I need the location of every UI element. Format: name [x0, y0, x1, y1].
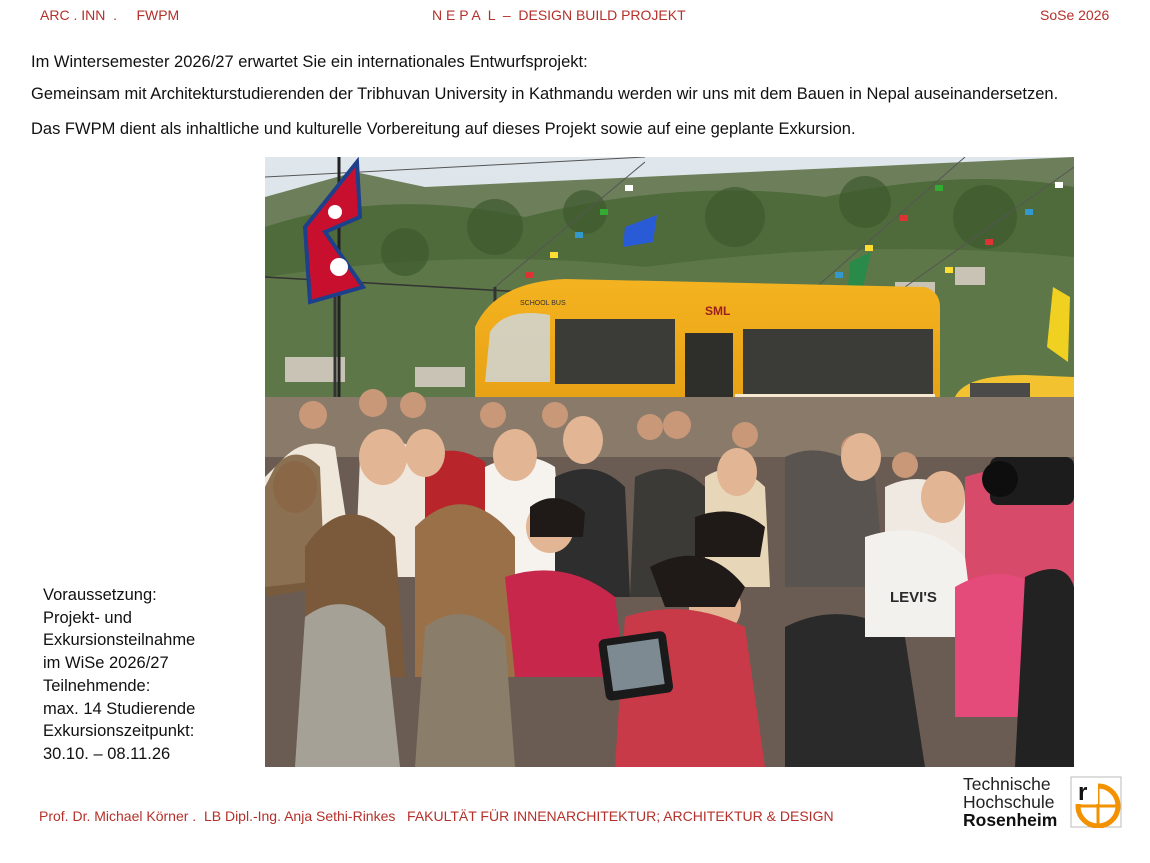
- intro-line-2: Gemeinsam mit Architekturstudierenden der Tribhuvan University in Kathmandu werden wir uns mit dem Bauen in Nepal auseinandersetzen.: [31, 85, 1059, 103]
- participants-label: Teilnehmende:: [43, 676, 151, 695]
- bus-label: SCHOOL BUS: [520, 300, 566, 307]
- university-logo-icon: [1070, 776, 1122, 833]
- shirt-text: LEVI'S: [890, 589, 937, 606]
- intro-line-1: Im Wintersemester 2026/27 erwartet Sie ein internationales Entwurfsprojekt:: [31, 53, 588, 71]
- requirements-block: [43, 584, 195, 766]
- header-left: ARC . INN . FWPM: [40, 7, 180, 23]
- participants-value: max. 14 Studierende: [43, 699, 196, 718]
- requirement-label: Voraussetzung:: [43, 586, 157, 604]
- logo-line-2: Hochschule: [963, 792, 1055, 812]
- header-title: N E P A L – DESIGN BUILD PROJEKT: [432, 7, 686, 23]
- requirement-line: im WiSe 2026/27: [43, 654, 169, 673]
- logo-line-1: Technische: [963, 774, 1051, 794]
- intro-line-3: Das FWPM dient als inhaltliche und kulturelle Vorbereitung auf dieses Projekt sowie auf eine geplante Exkursion.: [31, 120, 856, 138]
- excursion-date-label: Exkursionszeitpunkt:: [43, 722, 195, 741]
- footer-credits: Prof. Dr. Michael Körner . LB Dipl.-Ing. Anja Sethi-Rinkes FAKULTÄT FÜR INNENARCHITEKTUR; ARCHITEKTUR & DESIGN: [39, 808, 834, 824]
- logo-mark-letter: r: [1078, 779, 1088, 806]
- requirement-line: Exkursionsteilnahme: [43, 631, 196, 650]
- university-logo-text: [963, 775, 1057, 829]
- excursion-date-value: 30.10. – 08.11.26: [43, 744, 171, 763]
- logo-line-3: Rosenheim: [963, 810, 1058, 830]
- requirement-line: Projekt- und: [43, 608, 132, 627]
- nepal-group-photo: [265, 157, 1074, 767]
- bus-brand: SML: [705, 304, 731, 318]
- header-semester: SoSe 2026: [1040, 7, 1110, 23]
